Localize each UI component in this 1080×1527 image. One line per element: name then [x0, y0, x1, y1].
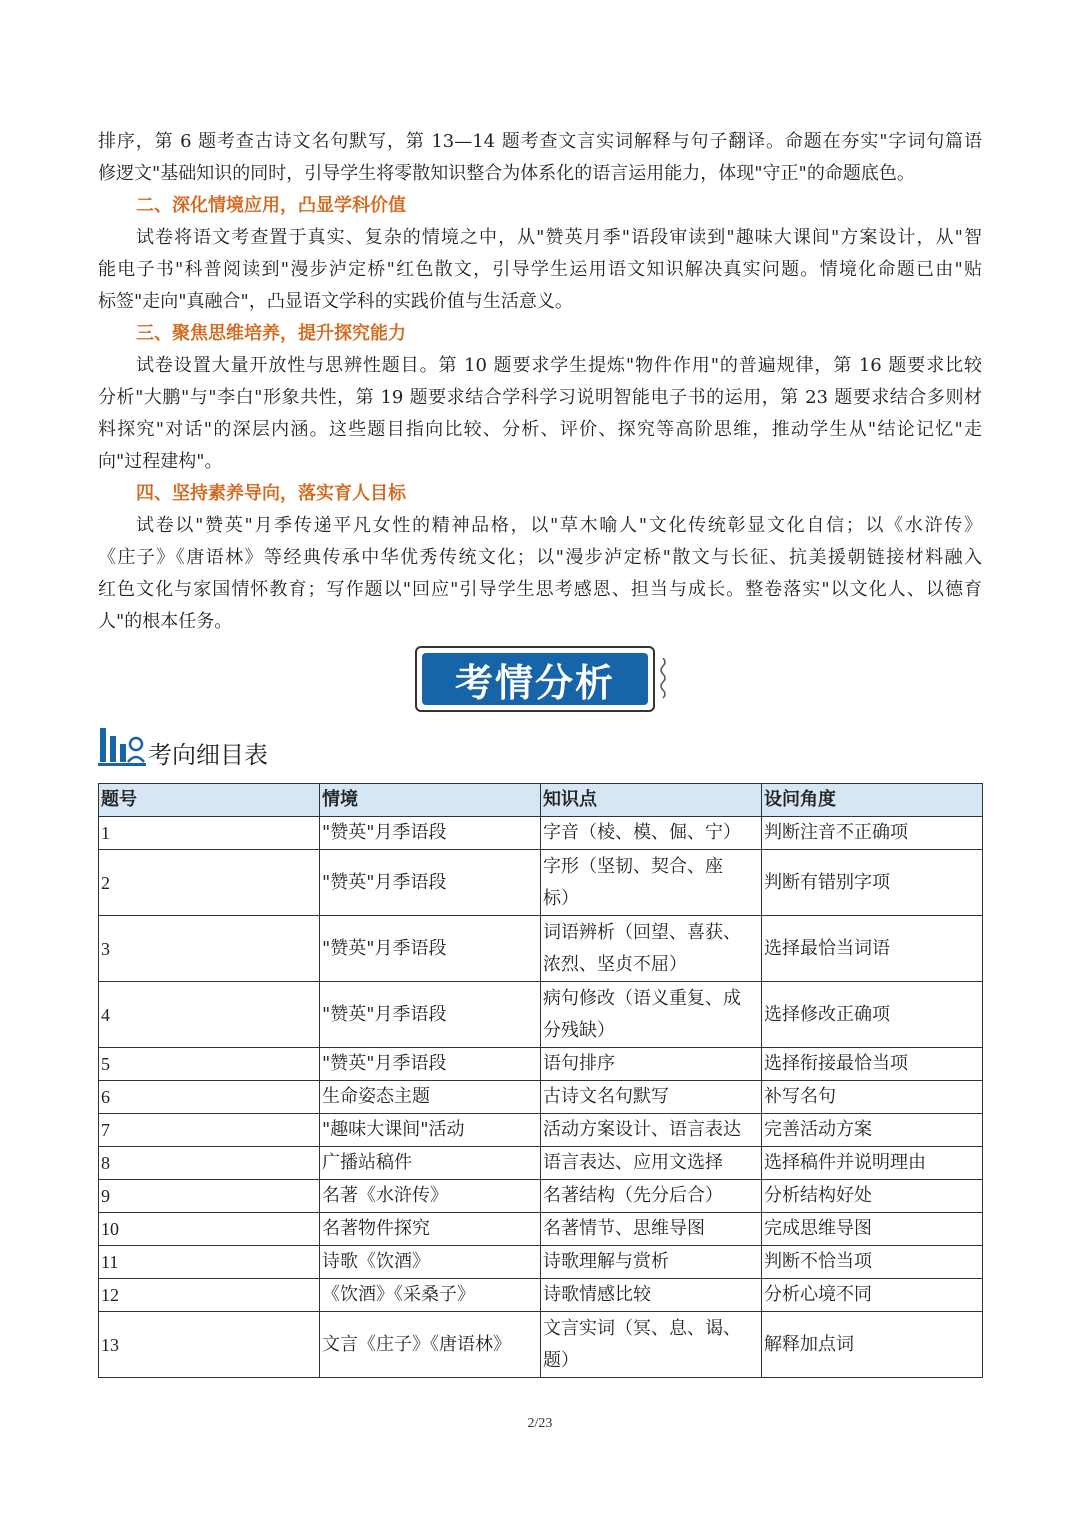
- cell-context: "赞英"月季语段: [320, 982, 541, 1048]
- cell-knowledge: [541, 1147, 762, 1180]
- table-row: [99, 916, 983, 982]
- cell-context: 名著《水浒传》: [320, 1180, 541, 1213]
- cell-knowledge: [541, 1213, 762, 1246]
- cell-context: 生命姿态主题: [320, 1081, 541, 1114]
- section-heading: 三、聚焦思维培养，提升探究能力: [136, 323, 406, 344]
- cell-knowledge-line: 语句排序: [543, 1053, 615, 1074]
- cell-knowledge-line: 古诗文名句默写: [543, 1086, 669, 1107]
- cell-num: 5: [99, 1048, 320, 1081]
- table-row: [99, 1180, 983, 1213]
- cell-context: 广播站稿件: [320, 1147, 541, 1180]
- table-row: [99, 1048, 983, 1081]
- cell-context: "赞英"月季语段: [320, 1048, 541, 1081]
- cell-knowledge: [541, 1246, 762, 1279]
- cell-knowledge-line: 诗歌理解与赏析: [543, 1251, 669, 1272]
- paragraph-line: 修逻文"基础知识的同时，引导学生将零散知识整合为体系化的语言运用能力，体现"守正"的命题底色。: [98, 163, 915, 184]
- body-text: [98, 126, 982, 638]
- table-row: [99, 1312, 983, 1378]
- cell-angle: 完善活动方案: [762, 1114, 983, 1147]
- page-number: 2/23: [527, 1416, 553, 1431]
- cell-angle: 选择稿件并说明理由: [762, 1147, 983, 1180]
- cell-knowledge-line: 名著结构（先分后合）: [543, 1185, 723, 1206]
- table-row: [99, 982, 983, 1048]
- paragraph-line: 试卷将语文考查置于真实、复杂的情境之中，从"赞英月季"语段审读到"趣味大课间"方案设计，从"智: [136, 227, 982, 248]
- cell-num: 9: [99, 1180, 320, 1213]
- table-header-row: [99, 784, 983, 817]
- cell-angle: 分析结构好处: [762, 1180, 983, 1213]
- paragraph-line: 能电子书"科普阅读到"漫步泸定桥"红色散文，引导学生运用语文知识解决真实问题。情境化命题已由"贴: [98, 259, 982, 280]
- cell-knowledge-line: 文言实词（冥、息、谒、: [543, 1317, 741, 1339]
- cell-knowledge-line: 字形（坚韧、契合、座: [543, 855, 723, 877]
- cell-angle: 判断注音不正确项: [762, 817, 983, 850]
- cell-knowledge: [541, 1081, 762, 1114]
- cell-context: 《饮酒》《采桑子》: [320, 1279, 541, 1312]
- cell-knowledge-line: 病句修改（语义重复、成: [543, 987, 741, 1009]
- cell-knowledge-line: 活动方案设计、语言表达: [543, 1119, 741, 1140]
- banner-title: 考情分析: [454, 660, 615, 705]
- paragraph-line: 试卷以"赞英"月季传递平凡女性的精神品格，以"草木喻人"文化传统彰显文化自信；以《水浒传》: [136, 515, 982, 536]
- cell-context: 名著物件探究: [320, 1213, 541, 1246]
- banner-fill: [422, 653, 648, 705]
- cell-num: 7: [99, 1114, 320, 1147]
- cell-num: 13: [99, 1312, 320, 1378]
- cell-angle: 补写名句: [762, 1081, 983, 1114]
- cell-knowledge: [541, 1312, 762, 1378]
- cell-knowledge: [541, 1180, 762, 1213]
- cell-angle: 判断有错别字项: [762, 850, 983, 916]
- cell-angle: 解释加点词: [762, 1312, 983, 1378]
- header-knowledge: 知识点: [541, 784, 762, 817]
- cell-num: 8: [99, 1147, 320, 1180]
- cell-knowledge: [541, 850, 762, 916]
- cell-context: "赞英"月季语段: [320, 916, 541, 982]
- exam-table: [98, 783, 983, 1378]
- cell-angle: 完成思维导图: [762, 1213, 983, 1246]
- cell-num: 11: [99, 1246, 320, 1279]
- cell-knowledge-line: 题）: [543, 1349, 579, 1371]
- cell-num: 3: [99, 916, 320, 982]
- section-heading: 四、坚持素养导向，落实育人目标: [136, 483, 406, 504]
- cell-angle: 判断不恰当项: [762, 1246, 983, 1279]
- cell-num: 10: [99, 1213, 320, 1246]
- cell-knowledge-line: 字音（棱、模、倔、宁）: [543, 822, 741, 843]
- cell-context: "赞英"月季语段: [320, 817, 541, 850]
- cell-knowledge-line: 浓烈、坚贞不屈）: [543, 953, 687, 975]
- paragraph-line: 分析"大鹏"与"李白"形象共性，第 19 题要求结合学科学习说明智能电子书的运用，第 23 题要求结合多则材: [98, 387, 982, 408]
- cell-context: 诗歌《饮酒》: [320, 1246, 541, 1279]
- cell-knowledge-line: 词语辨析（回望、喜获、: [543, 921, 741, 943]
- cell-knowledge: [541, 1048, 762, 1081]
- table-row: [99, 850, 983, 916]
- section-title: [98, 720, 268, 770]
- bar-chart-icon: [98, 726, 146, 770]
- section-heading: 二、深化情境应用，凸显学科价值: [136, 195, 406, 216]
- cell-knowledge-line: 语言表达、应用文选择: [543, 1152, 723, 1173]
- paragraph-line: 排序，第 6 题考查古诗文名句默写，第 13—14 题考查文言实词解释与句子翻译。命题在夯实"字词句篇语: [98, 131, 982, 152]
- table-row: [99, 1114, 983, 1147]
- paragraph-line: 向"过程建构"。: [98, 451, 223, 472]
- table-row: [99, 1279, 983, 1312]
- cell-knowledge-line: 名著情节、思维导图: [543, 1218, 705, 1239]
- cell-knowledge-line: 诗歌情感比较: [543, 1284, 651, 1305]
- table-row: [99, 1213, 983, 1246]
- banner-frame: [415, 646, 655, 712]
- cell-knowledge: [541, 1279, 762, 1312]
- cell-num: 6: [99, 1081, 320, 1114]
- header-context: 情境: [320, 784, 541, 817]
- header-angle: 设问角度: [762, 784, 983, 817]
- section-title-text: 考向细目表: [148, 741, 268, 769]
- header-num: 题号: [99, 784, 320, 817]
- cell-knowledge-line: 标）: [543, 887, 579, 909]
- paragraph-line: 红色文化与家国情怀教育；写作题以"回应"引导学生思考感恩、担当与成长。整卷落实"以文化人、以德育: [98, 579, 982, 600]
- cell-angle: 选择衔接最恰当项: [762, 1048, 983, 1081]
- cell-num: 1: [99, 817, 320, 850]
- cell-num: 4: [99, 982, 320, 1048]
- cell-num: 2: [99, 850, 320, 916]
- cell-num: 12: [99, 1279, 320, 1312]
- table-row: [99, 1246, 983, 1279]
- cell-knowledge: [541, 817, 762, 850]
- cell-angle: 选择最恰当词语: [762, 916, 983, 982]
- cell-angle: 选择修改正确项: [762, 982, 983, 1048]
- table-row: [99, 1081, 983, 1114]
- paragraph-line: 标签"走向"真融合"，凸显语文学科的实践价值与生活意义。: [98, 291, 573, 312]
- cell-knowledge: [541, 916, 762, 982]
- cell-context: "赞英"月季语段: [320, 850, 541, 916]
- table-row: [99, 1147, 983, 1180]
- paragraph-line: 人"的根本任务。: [98, 611, 233, 632]
- cell-knowledge: [541, 982, 762, 1048]
- cell-context: "趣味大课间"活动: [320, 1114, 541, 1147]
- cell-knowledge-line: 分残缺）: [543, 1019, 615, 1041]
- squiggle-icon: [658, 658, 668, 702]
- cell-context: 文言《庄子》《唐语林》: [320, 1312, 541, 1378]
- paragraph-line: 料探究"对话"的深层内涵。这些题目指向比较、分析、评价、探究等高阶思维，推动学生从"结论记忆"走: [98, 419, 982, 440]
- cell-knowledge: [541, 1114, 762, 1147]
- table-row: [99, 817, 983, 850]
- banner: [415, 646, 665, 716]
- cell-angle: 分析心境不同: [762, 1279, 983, 1312]
- paragraph-line: 《庄子》《唐语林》等经典传承中华优秀传统文化；以"漫步泸定桥"散文与长征、抗美援朝链接材料融入: [98, 547, 982, 568]
- paragraph-line: 试卷设置大量开放性与思辨性题目。第 10 题要求学生提炼"物件作用"的普遍规律，第 16 题要求比较: [136, 355, 982, 376]
